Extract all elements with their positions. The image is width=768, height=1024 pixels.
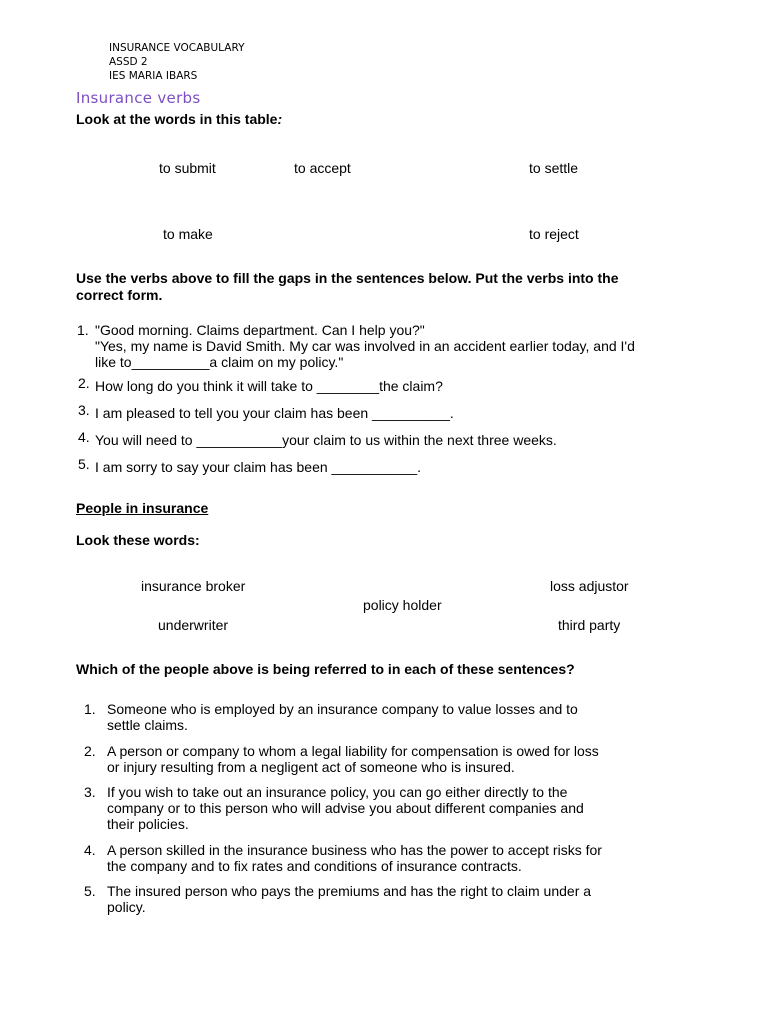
verb-word: to accept — [294, 160, 351, 176]
list-item-number: 2. — [84, 743, 96, 759]
list-item — [95, 432, 557, 448]
list-item — [107, 842, 602, 874]
list-item-number: 3. — [84, 784, 96, 800]
list-item-line: the company and to fix rates and conditions of insurance contracts. — [107, 858, 522, 874]
list-item — [95, 459, 421, 475]
list-item-line: A person skilled in the insurance business who has the power to accept risks for — [107, 842, 602, 858]
people-word: third party — [558, 617, 621, 633]
list-item-line: their policies. — [107, 816, 189, 832]
verbs-intro-colon: : — [277, 111, 283, 127]
list-item-number: 5. — [78, 456, 90, 472]
verbs-intro-text: Look at the words in this table — [76, 111, 278, 127]
people-word: underwriter — [158, 617, 229, 633]
list-item-line: A person or company to whom a legal liability for compensation is owed for loss — [107, 743, 599, 759]
list-item-line: I am pleased to tell you your claim has been __________. — [95, 405, 454, 421]
list-item-number: 4. — [84, 842, 96, 858]
doc-header-line1: INSURANCE VOCABULARY — [109, 42, 245, 54]
list-item-line: Someone who is employed by an insurance company to value losses and to — [107, 701, 578, 717]
list-item — [107, 743, 599, 775]
list-item — [95, 405, 454, 421]
list-item-line: company or to this person who will advise you about different companies and — [107, 800, 584, 816]
list-item-line: How long do you think it will take to ________the claim? — [95, 378, 443, 394]
verbs-instructions-line1: Use the verbs above to fill the gaps in the sentences below. Put the verbs into the — [76, 270, 619, 286]
verbs-intro — [76, 111, 282, 127]
verb-word: to settle — [529, 160, 579, 176]
list-item-line: "Good morning. Claims department. Can I help you?" — [95, 322, 425, 338]
list-item-number: 1. — [77, 322, 89, 338]
list-item — [107, 883, 591, 915]
verb-word: to reject — [529, 226, 579, 242]
doc-header-line3: IES MARIA IBARS — [109, 70, 198, 82]
list-item-line: settle claims. — [107, 717, 188, 733]
list-item-line: You will need to ___________your claim to us within the next three weeks. — [95, 432, 557, 448]
list-item-line: like to__________a claim on my policy." — [95, 354, 344, 370]
verb-word: to submit — [159, 160, 216, 176]
list-item — [95, 378, 443, 394]
doc-header-line2: ASSD 2 — [109, 56, 148, 68]
people-question: Which of the people above is being referred to in each of these sentences? — [76, 661, 575, 677]
list-item-number: 4. — [78, 429, 90, 445]
list-item-line: "Yes, my name is David Smith. My car was involved in an accident earlier today, and I'd — [95, 338, 635, 354]
list-item — [107, 784, 584, 832]
list-item-line: If you wish to take out an insurance policy, you can go either directly to the — [107, 784, 568, 800]
list-item-line: The insured person who pays the premiums and has the right to claim under a — [107, 883, 592, 899]
people-intro: Look these words: — [76, 532, 200, 548]
list-item-number: 5. — [84, 883, 96, 899]
section-title-insurance-verbs: Insurance verbs — [76, 89, 201, 107]
people-word: loss adjustor — [550, 578, 629, 594]
list-item-number: 3. — [78, 402, 90, 418]
list-item-line: or injury resulting from a negligent act of someone who is insured. — [107, 759, 515, 775]
list-item-line: policy. — [107, 899, 146, 915]
people-word: insurance broker — [141, 578, 246, 594]
people-word: policy holder — [363, 597, 442, 613]
list-item — [107, 701, 578, 733]
list-item-line: I am sorry to say your claim has been ___________. — [95, 459, 422, 475]
list-item — [95, 322, 635, 370]
list-item-number: 2. — [78, 375, 90, 391]
verb-word: to make — [163, 226, 213, 242]
verbs-instructions-line2: correct form. — [76, 287, 163, 303]
list-item-number: 1. — [84, 701, 96, 717]
section-title-people-in-insurance: People in insurance — [76, 500, 209, 516]
